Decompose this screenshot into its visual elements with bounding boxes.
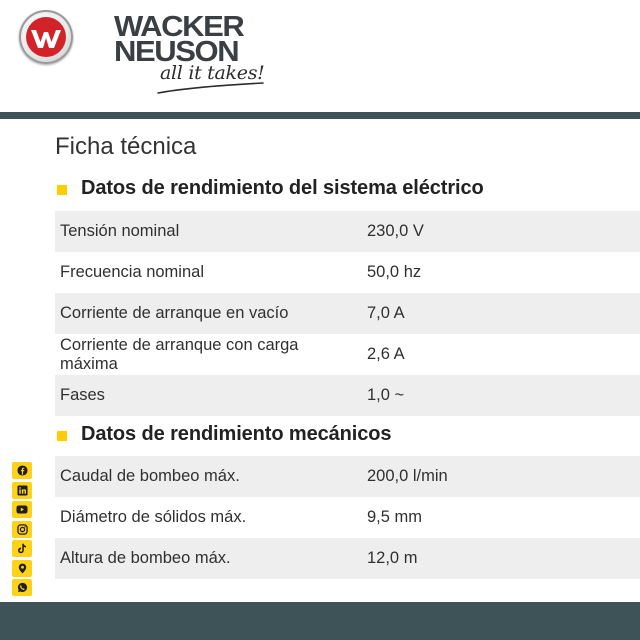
section-title: Datos de rendimiento mecánicos bbox=[81, 423, 392, 445]
section-title: Datos de rendimiento del sistema eléctrico bbox=[81, 177, 484, 199]
footer-band bbox=[0, 602, 640, 640]
spec-label: Caudal de bombeo máx. bbox=[60, 467, 240, 485]
spec-label: Diámetro de sólidos máx. bbox=[60, 508, 247, 526]
spec-sheet bbox=[0, 119, 640, 602]
table-row bbox=[55, 375, 640, 416]
table-row bbox=[55, 211, 640, 252]
spec-value: 2,6 A bbox=[367, 345, 405, 363]
section-bullet-icon bbox=[57, 431, 67, 441]
brand-name-line2: NEUSON bbox=[114, 35, 239, 68]
instagram-icon[interactable] bbox=[12, 521, 32, 538]
table-row bbox=[55, 293, 640, 334]
spec-value: 12,0 m bbox=[367, 549, 418, 567]
linkedin-icon[interactable] bbox=[12, 482, 32, 499]
brand-logo-icon[interactable] bbox=[19, 10, 73, 64]
spec-value: 230,0 V bbox=[367, 222, 424, 240]
spec-value: 200,0 l/min bbox=[367, 467, 448, 485]
location-pin-icon[interactable] bbox=[12, 560, 32, 577]
spec-value: 50,0 hz bbox=[367, 263, 422, 281]
header bbox=[0, 0, 640, 112]
spec-value: 7,0 A bbox=[367, 304, 405, 322]
header-divider-band bbox=[0, 112, 640, 119]
facebook-icon[interactable] bbox=[12, 462, 32, 479]
social-links bbox=[12, 462, 32, 599]
section-bullet-icon bbox=[57, 185, 67, 195]
spec-table-electrical bbox=[55, 211, 640, 416]
spec-label: Corriente de arranque con carga máxima bbox=[60, 335, 299, 373]
spec-label: Tensión nominal bbox=[60, 222, 180, 240]
tiktok-icon[interactable] bbox=[12, 540, 32, 557]
table-row bbox=[55, 497, 640, 538]
youtube-icon[interactable] bbox=[12, 501, 32, 518]
spec-label: Fases bbox=[60, 386, 105, 404]
table-row bbox=[55, 456, 640, 497]
page-title: Ficha técnica bbox=[55, 133, 197, 160]
spec-label: Altura de bombeo máx. bbox=[60, 549, 231, 567]
spec-value: 9,5 mm bbox=[367, 508, 423, 526]
table-row bbox=[55, 334, 640, 375]
tagline-underline bbox=[155, 82, 267, 96]
brand-name-line1: WACKER bbox=[114, 10, 244, 43]
table-row bbox=[55, 538, 640, 579]
spec-table-mechanical bbox=[55, 456, 640, 579]
brand-tagline: all it takes! bbox=[160, 62, 265, 84]
spec-label: Frecuencia nominal bbox=[60, 263, 204, 281]
spec-value: 1,0 ~ bbox=[367, 386, 405, 404]
whatsapp-icon[interactable] bbox=[12, 579, 32, 596]
table-row bbox=[55, 252, 640, 293]
spec-label: Corriente de arranque en vacío bbox=[60, 304, 289, 322]
